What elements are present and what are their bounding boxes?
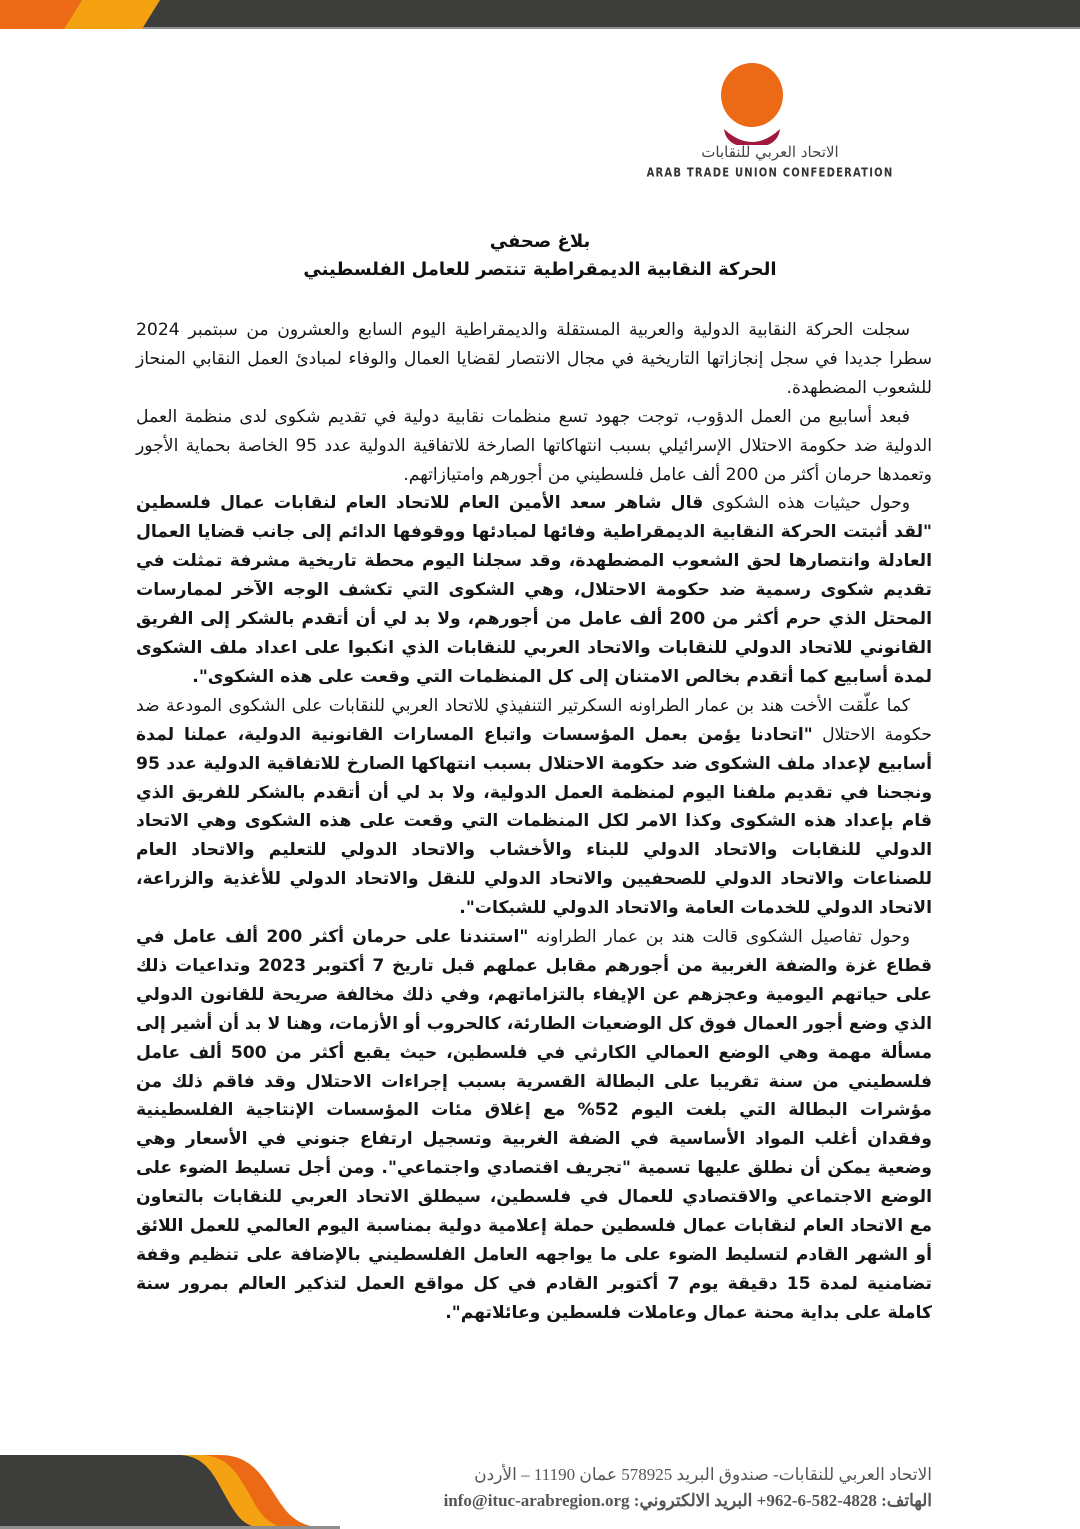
article-body <box>136 316 932 1328</box>
article-paragraph <box>136 316 932 403</box>
header-stripes-decoration <box>0 0 180 30</box>
press-release-label: بلاغ صحفي <box>489 231 591 252</box>
paragraph-text: وحول تفاصيل الشكوى قالت هند بن عمار الطراونه <box>528 927 910 948</box>
article-paragraph <box>136 403 932 490</box>
article-paragraph <box>136 692 932 923</box>
footer-wave-decoration <box>0 1445 360 1529</box>
quote-text: قال شاهر سعد الأمين العام للاتحاد العام لنقابات عمال فلسطين "لقد أثبتت الحركة النقابية الديمقراطية وفائها لمبادئها ووقوفها الدائم إلى جانب قضايا العمال العادلة وانتصارها لحق الشعوب المضطهدة، وقد سجلنا اليوم محطة تاريخية مشرفة تمثلت في تقديم شكوى رسمية ضد حكومة الاحتلال، وهي الشكوى التي تكشف الوجه الآخر لممارسات المحتل الذي حرم أكثر من 200 ألف عامل من أجورهم، ولا بد لي أن أتقدم بالشكر إلى الفريق القانوني للاتحاد الدولي للنقابات والاتحاد العربي للنقابات الذي انكبوا على اعداد ملف الشكوى لمدة أسابيع كما أتقدم بخالص الامتنان إلى كل المنظمات التي وقعت على هذه الشكوى". <box>136 493 932 687</box>
article-paragraph <box>136 923 932 1328</box>
article-paragraph <box>136 489 932 691</box>
logo-orange-circle <box>721 63 783 127</box>
paragraph-text: كما علّقت الأخت هند بن عمار الطراونه السكرتير التنفيذي للاتحاد العربي للنقابات على الشكوى المودعة ضد حكومة الاحتلال <box>136 695 932 745</box>
logo-english-name: ARAB TRADE UNION CONFEDERATION <box>646 166 894 181</box>
footer-contact <box>360 1462 932 1514</box>
document-header <box>130 228 950 284</box>
document-title: الحركة النقابية الديمقراطية تنتصر للعامل الفلسطيني <box>303 259 777 280</box>
paragraph-text: فبعد أسابيع من العمل الدؤوب، توجت جهود تسع منظمات نقابية دولية في تقديم شكوى لدى منظمة العمل الدولية ضد حكومة الاحتلال الإسرائيلي بسبب انتهاكاتها الصارخة للاتفاقية الدولية عدد 95 الخاصة بحماية الأجور وتعمدها حرمان أكثر من 200 ألف عامل فلسطيني من أجورهم وامتيازاتهم. <box>136 406 932 485</box>
quote-text: "استندنا على حرمان أكثر 200 ألف عامل في قطاع غزة والضفة الغربية من أجورهم مقابل عملهم قبل تاريخ 7 أكتوبر 2023 وتداعيات ذلك على حياتهم اليومية وعجزهم عن الإيفاء بالتزاماتهم، وفي ذلك مخالفة صريحة للقانون الدولي الذي وضع أجور العمال فوق كل الوضعيات الطارئة، كالحروب أو الأزمات، وهنا لا بد أن أشير إلى مسألة مهمة وهي الوضع العمالي الكارثي في فلسطين، حيث يقبع أكثر من 500 ألف عامل فلسطيني من سنة تقريبا على البطالة القسرية بسبب إجراءات الاحتلال وقد فاقم ذلك من مؤشرات البطالة التي بلغت اليوم 52% مع إغلاق مئات المؤسسات الإنتاجية الفلسطينية وفقدان أغلب المواد الأساسية في الضفة الغربية وتسجيل ارتفاع جنوني في الأسعار وهي وضعية يمكن أن نطلق عليها تسمية "تجريف اقتصادي واجتماعي". ومن أجل تسليط الضوء على الوضع الاجتماعي والاقتصادي للعمال في فلسطين، سيطلق الاتحاد العربي للنقابات بالتعاون مع الاتحاد العام لنقابات عمال فلسطين حملة إعلامية دولية بمناسبة اليوم العالمي للعمل اللائق أو الشهر القادم لتسليط الضوء على ما يواجهه العامل الفلسطيني بالإضافة على تنظيم وقفة تضامنية لمدة 15 دقيقة يوم 7 أكتوبر القادم في كل مواقع العمل لتذكير العالم بمرور سنة كاملة على بداية محنة عمال وعاملات فلسطين وعائلاتهم". <box>136 927 932 1323</box>
logo-arabic-name: الاتحاد العربي للنقابات <box>701 143 839 161</box>
logo-mark-icon <box>640 55 900 145</box>
paragraph-text: سجلت الحركة النقابية الدولية والعربية المستقلة والديمقراطية اليوم السابع والعشرون من سبتمبر 2024 سطرا جديدا في سجل إنجازاتها التاريخية في مجال الانتصار لقضايا العمال والوفاء لمبادئ العمل النقابي المنحاز للشعوب المضطهدة. <box>136 320 932 398</box>
footer-phone-email: الهاتف: 4828-582-6-962+ البريد الالكتروني: info@ituc-arabregion.org <box>443 1491 932 1510</box>
paragraph-text: وحول حيثيات هذه الشكوى <box>703 493 910 514</box>
atuc-logo <box>640 55 900 185</box>
quote-text: "اتحادنا يؤمن بعمل المؤسسات واتباع المسارات القانونية الدولية، عملنا لمدة أسابيع لإعداد ملف الشكوى ضد حكومة الاحتلال بسبب انتهاكها الصارخ للاتفاقية الدولية عدد 95 ونجحنا في تقديم ملفنا اليوم لمنظمة العمل الدولية، ولا بد لي أن أتقدم بالشكر للفريق الذي قام بإعداد هذه الشكوى وكذا الامر لكل المنظمات التي وقعت على هذه الشكوى وهي الاتحاد الدولي للنقابات والاتحاد الدولي للبناء والأخشاب والاتحاد الدولي للتعليم والاتحاد العام للصناعات والاتحاد الدولي للصحفيين والاتحاد الدولي للنقل والاتحاد الدولي للأغذية والزراعة، الاتحاد الدولي للخدمات العامة والاتحاد الدولي للشبكات". <box>136 724 932 919</box>
footer-address: الاتحاد العربي للنقابات- صندوق البريد 578925 عمان 11190 – الأردن <box>474 1465 932 1484</box>
